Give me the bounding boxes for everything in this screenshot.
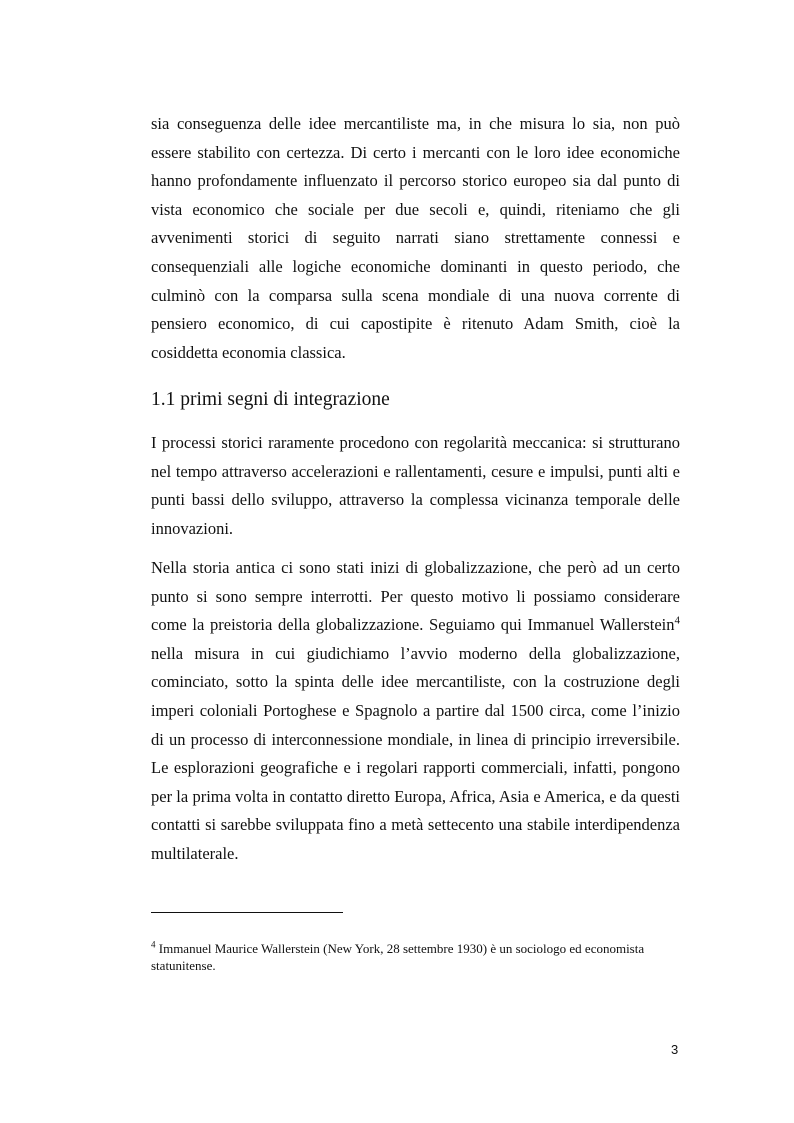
paragraph-intro: sia conseguenza delle idee mercantiliste ma, in che misura lo sia, non può essere stabilito con certezza. Di certo i mercanti con le loro idee economiche hanno profondamente influenzato il percorso storico europeo sia dal punto di vista economico che sociale per due secoli e, quindi, riteniamo che gli avvenimenti storici di seguito narrati siano strettamente connessi e consequenziali alle logiche economiche dominanti in questo periodo, che culminò con la comparsa sulla scena mondiale di una nuova corrente di pensiero economico, di cui capostipite è ritenuto Adam Smith, cioè la cosiddetta economia classica. [151,114,680,362]
paragraph-processi: I processi storici raramente procedono con regolarità meccanica: si strutturano nel tempo attraverso accelerazioni e rallentamenti, cesure e impulsi, punti alti e punti bassi dello sviluppo, attraverso la complessa vicinanza temporale delle innovazioni. [151,433,680,538]
footnote-reference[interactable]: 4 [674,614,680,627]
footnote-separator [151,912,343,913]
paragraph-text-before-note: Nella storia antica ci sono stati inizi di globalizzazione, che però ad un certo punto si sono sempre interrotti. Per questo motivo li possiamo considerare come la preistoria della globalizzazione. Seguiamo qui Immanuel Wallerstein [151,558,680,635]
footnote-number: 4 [151,939,156,950]
page-number: 3 [671,1042,679,1057]
paragraph-storia-antica [151,554,680,869]
footnote [151,941,680,974]
paragraph-text-after-note: nella misura in cui giudichiamo l’avvio moderno della globalizzazione, cominciato, sotto la spinta delle idee mercantiliste, con la costruzione degli imperi coloniali Portoghese e Spagnolo a partire dal 1500 circa, come l’inizio di un processo di interconnessione mondiale, in linea di principio irreversibile. Le esplorazioni geografiche e i regolari rapporti commerciali, infatti, pongono per la prima volta in contatto diretto Europa, Africa, Asia e America, e da questi contatti si sarebbe sviluppata fino a metà settecento una stabile interdipendenza multilaterale. [151,643,680,863]
section-heading: 1.1 primi segni di integrazione [151,389,390,410]
footnote-text: Immanuel Maurice Wallerstein (New York, 28 settembre 1930) è un sociologo ed economista statunitense. [151,941,645,973]
